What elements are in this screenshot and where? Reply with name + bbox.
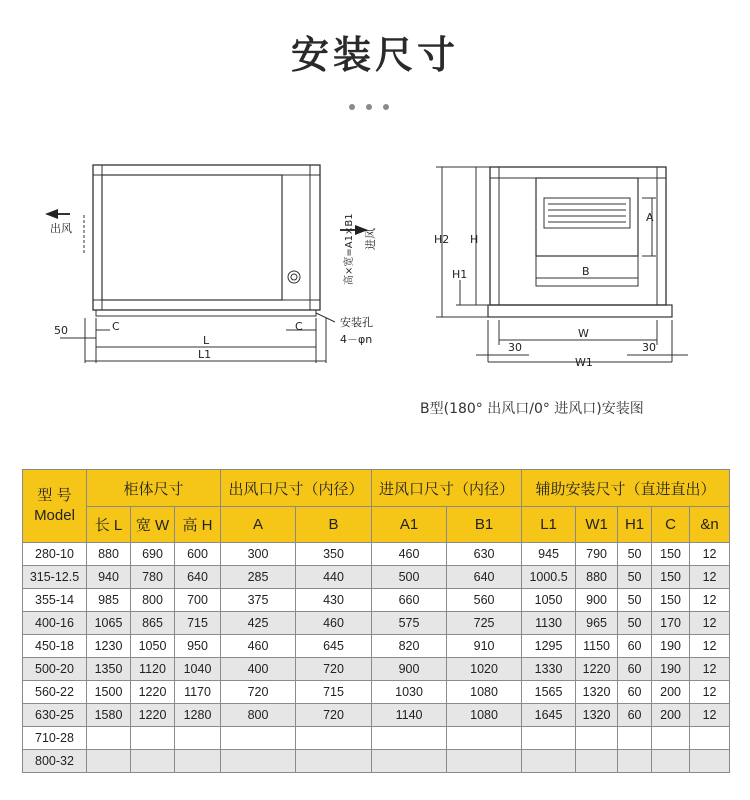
value-cell [522,727,576,750]
value-cell: 375 [221,589,296,612]
value-cell: 1140 [372,704,447,727]
value-cell: 460 [296,612,372,635]
value-cell: 780 [131,566,175,589]
value-cell: 910 [447,635,522,658]
value-cell: 985 [87,589,131,612]
value-cell: 645 [296,635,372,658]
value-cell: 350 [296,543,372,566]
value-cell: 1065 [87,612,131,635]
value-cell [221,750,296,773]
value-cell: 940 [87,566,131,589]
value-cell: 60 [618,681,652,704]
value-cell: 880 [576,566,618,589]
value-cell: 50 [618,612,652,635]
value-cell: 950 [175,635,221,658]
value-cell: 1020 [447,658,522,681]
value-cell: 500 [372,566,447,589]
value-cell [131,727,175,750]
dim-c-left: C [112,320,120,333]
value-cell: 60 [618,658,652,681]
value-cell: 1350 [87,658,131,681]
model-cell: 500-20 [23,658,87,681]
value-cell: 715 [175,612,221,635]
col-header: W1 [576,507,618,543]
table-row [23,750,730,773]
value-cell: 150 [652,566,690,589]
table-row [23,681,730,704]
value-cell: 1330 [522,658,576,681]
value-cell: 900 [576,589,618,612]
value-cell: 1120 [131,658,175,681]
value-cell [175,727,221,750]
value-cell [522,750,576,773]
group-aux: 辅助安装尺寸（直进直出） [522,470,730,507]
col-header: L1 [522,507,576,543]
table-row [23,704,730,727]
value-cell: 400 [221,658,296,681]
value-cell: 460 [221,635,296,658]
model-cell: 315-12.5 [23,566,87,589]
value-cell: 200 [652,681,690,704]
value-cell: 190 [652,635,690,658]
value-cell: 12 [690,704,730,727]
mount-hole-label: 安装孔 [340,316,373,329]
model-header-en: Model [34,507,75,524]
value-cell: 12 [690,566,730,589]
value-cell: 865 [131,612,175,635]
value-cell: 300 [221,543,296,566]
value-cell: 190 [652,658,690,681]
front-view [434,167,688,369]
value-cell [372,750,447,773]
value-cell: 1320 [576,704,618,727]
dim-l: L [203,334,210,347]
table-row [23,543,730,566]
value-cell [131,750,175,773]
table-row [23,612,730,635]
value-cell: 12 [690,589,730,612]
model-cell: 355-14 [23,589,87,612]
value-cell: 1080 [447,704,522,727]
value-cell: 1220 [131,681,175,704]
value-cell: 1040 [175,658,221,681]
value-cell: 720 [296,658,372,681]
col-header: 长 L [87,507,131,543]
value-cell: 1050 [131,635,175,658]
value-cell: 1000.5 [522,566,576,589]
value-cell: 1050 [522,589,576,612]
value-cell: 880 [87,543,131,566]
value-cell: 820 [372,635,447,658]
value-cell [652,727,690,750]
value-cell: 1080 [447,681,522,704]
dim-30-right: 30 [642,341,656,354]
dim-w: W [578,327,589,340]
value-cell: 12 [690,658,730,681]
value-cell: 50 [618,589,652,612]
value-cell: 1645 [522,704,576,727]
value-cell: 560 [447,589,522,612]
value-cell: 1565 [522,681,576,704]
value-cell [447,727,522,750]
dim-c-right: C [295,320,303,333]
value-cell: 1030 [372,681,447,704]
value-cell: 12 [690,612,730,635]
value-cell: 720 [221,681,296,704]
value-cell: 50 [618,543,652,566]
page-title: 安装尺寸 [290,33,459,77]
col-header: 宽 W [131,507,175,543]
value-cell [618,750,652,773]
group-inlet: 进风口尺寸（内径） [372,470,522,507]
value-cell: 1580 [87,704,131,727]
model-header [23,470,87,543]
value-cell: 690 [131,543,175,566]
table-row [23,635,730,658]
value-cell: 725 [447,612,522,635]
value-cell: 715 [296,681,372,704]
model-cell: 280-10 [23,543,87,566]
col-header: A [221,507,296,543]
value-cell [576,727,618,750]
dim-30-left: 30 [508,341,522,354]
value-cell: 150 [652,589,690,612]
value-cell: 285 [221,566,296,589]
value-cell: 1170 [175,681,221,704]
inlet-label: 进风 [364,228,377,250]
col-header: B1 [447,507,522,543]
model-cell: 800-32 [23,750,87,773]
value-cell: 790 [576,543,618,566]
value-cell [175,750,221,773]
value-cell: 50 [618,566,652,589]
group-outlet: 出风口尺寸（内径） [221,470,372,507]
value-cell: 600 [175,543,221,566]
value-cell [618,727,652,750]
model-cell: 630-25 [23,704,87,727]
value-cell [221,727,296,750]
dim-b: B [582,265,590,278]
value-cell [447,750,522,773]
model-header-cn: 型 号 [37,487,72,504]
value-cell: 170 [652,612,690,635]
col-header: &n [690,507,730,543]
holes-label: 4－φn [340,333,373,346]
value-cell: 12 [690,635,730,658]
model-cell: 400-16 [23,612,87,635]
value-cell [690,750,730,773]
value-cell: 1320 [576,681,618,704]
inlet-dims-label: 高×宽=A1×B1 [344,213,355,285]
value-cell: 1130 [522,612,576,635]
value-cell [372,727,447,750]
outlet-label: 出风 [50,222,72,235]
value-cell: 460 [372,543,447,566]
col-header: C [652,507,690,543]
value-cell: 200 [652,704,690,727]
dim-a: A [646,211,654,224]
model-cell: 450-18 [23,635,87,658]
value-cell [296,750,372,773]
value-cell: 12 [690,681,730,704]
col-header: H1 [618,507,652,543]
value-cell: 640 [175,566,221,589]
dim-h2: H2 [434,233,450,246]
value-cell: 1150 [576,635,618,658]
col-header: A1 [372,507,447,543]
table-row [23,727,730,750]
value-cell: 660 [372,589,447,612]
model-cell: 560-22 [23,681,87,704]
value-cell: 60 [618,635,652,658]
model-cell: 710-28 [23,727,87,750]
dim-50: 50 [54,324,68,337]
value-cell: 430 [296,589,372,612]
dim-h: H [470,233,479,246]
value-cell [652,750,690,773]
value-cell: 1220 [131,704,175,727]
col-header: 高 H [175,507,221,543]
dim-l1: L1 [198,348,212,361]
group-cabinet: 柜体尺寸 [87,470,221,507]
value-cell: 1220 [576,658,618,681]
side-view [45,165,377,363]
dim-h1: H1 [452,268,468,281]
value-cell: 1295 [522,635,576,658]
value-cell: 945 [522,543,576,566]
value-cell: 425 [221,612,296,635]
table-row [23,566,730,589]
value-cell: 700 [175,589,221,612]
value-cell: 900 [372,658,447,681]
table-row [23,658,730,681]
value-cell: 440 [296,566,372,589]
value-cell: 640 [447,566,522,589]
drawing-caption: B型(180° 出风口/0° 进风口)安装图 [420,401,644,417]
table-row [23,589,730,612]
value-cell: 800 [131,589,175,612]
value-cell [690,727,730,750]
value-cell: 150 [652,543,690,566]
value-cell [87,750,131,773]
col-header: B [296,507,372,543]
value-cell: 630 [447,543,522,566]
value-cell: 60 [618,704,652,727]
value-cell: 1500 [87,681,131,704]
value-cell: 1230 [87,635,131,658]
value-cell [576,750,618,773]
value-cell: 720 [296,704,372,727]
value-cell: 1280 [175,704,221,727]
value-cell: 12 [690,543,730,566]
dim-w1: W1 [575,356,593,369]
value-cell [87,727,131,750]
value-cell [296,727,372,750]
value-cell: 965 [576,612,618,635]
value-cell: 800 [221,704,296,727]
value-cell: 575 [372,612,447,635]
spec-table [22,469,730,773]
